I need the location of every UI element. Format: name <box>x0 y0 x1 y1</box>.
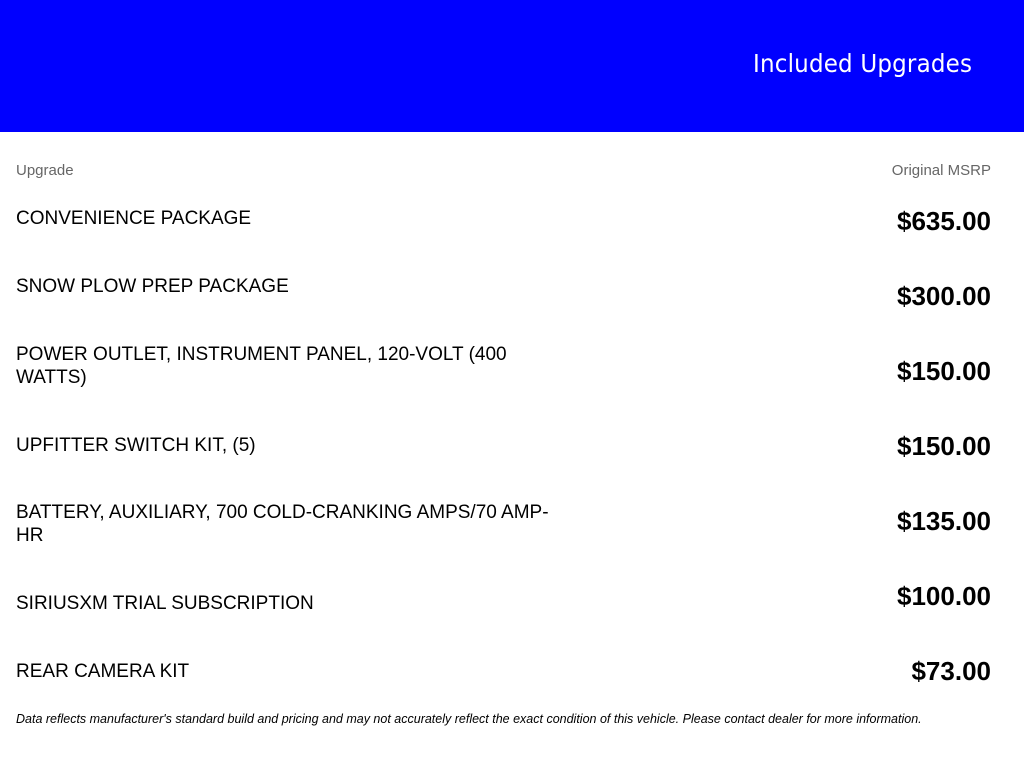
upgrade-price: $150.00 <box>897 431 991 461</box>
upgrade-price: $100.00 <box>897 581 991 611</box>
upgrade-list <box>16 195 991 720</box>
upgrade-name: POWER OUTLET, INSTRUMENT PANEL, 120-VOLT (400 WATTS) <box>16 344 507 388</box>
upgrade-price: $300.00 <box>897 281 991 311</box>
disclaimer-text: Data reflects manufacturer's standard build and pricing and may not accurately reflect the exact condition of this vehicle. Please contact dealer for more information. <box>16 712 922 726</box>
upgrade-row <box>16 420 991 495</box>
column-header-msrp: Original MSRP <box>891 162 991 179</box>
upgrade-price: $73.00 <box>911 656 991 686</box>
upgrade-row <box>16 645 991 720</box>
upgrade-name: SIRIUSXM TRIAL SUBSCRIPTION <box>16 593 314 614</box>
upgrade-name: CONVENIENCE PACKAGE <box>16 208 252 229</box>
upgrade-name: REAR CAMERA KIT <box>16 661 190 682</box>
upgrade-name: SNOW PLOW PREP PACKAGE <box>16 276 289 297</box>
column-header-upgrade: Upgrade <box>16 162 74 179</box>
header-banner <box>0 0 1024 132</box>
upgrade-price: $635.00 <box>897 206 991 236</box>
upgrade-row <box>16 495 991 570</box>
page-title: Included Upgrades <box>752 49 972 78</box>
upgrade-row <box>16 270 991 345</box>
upgrade-price: $150.00 <box>897 356 991 386</box>
upgrade-row <box>16 195 991 270</box>
column-headers <box>16 162 991 180</box>
upgrade-row <box>16 570 991 645</box>
upgrade-row <box>16 345 991 420</box>
upgrade-name: BATTERY, AUXILIARY, 700 COLD-CRANKING AMPS/70 AMP-HR <box>16 502 549 546</box>
upgrade-price: $135.00 <box>897 506 991 536</box>
upgrade-name: UPFITTER SWITCH KIT, (5) <box>16 435 256 456</box>
